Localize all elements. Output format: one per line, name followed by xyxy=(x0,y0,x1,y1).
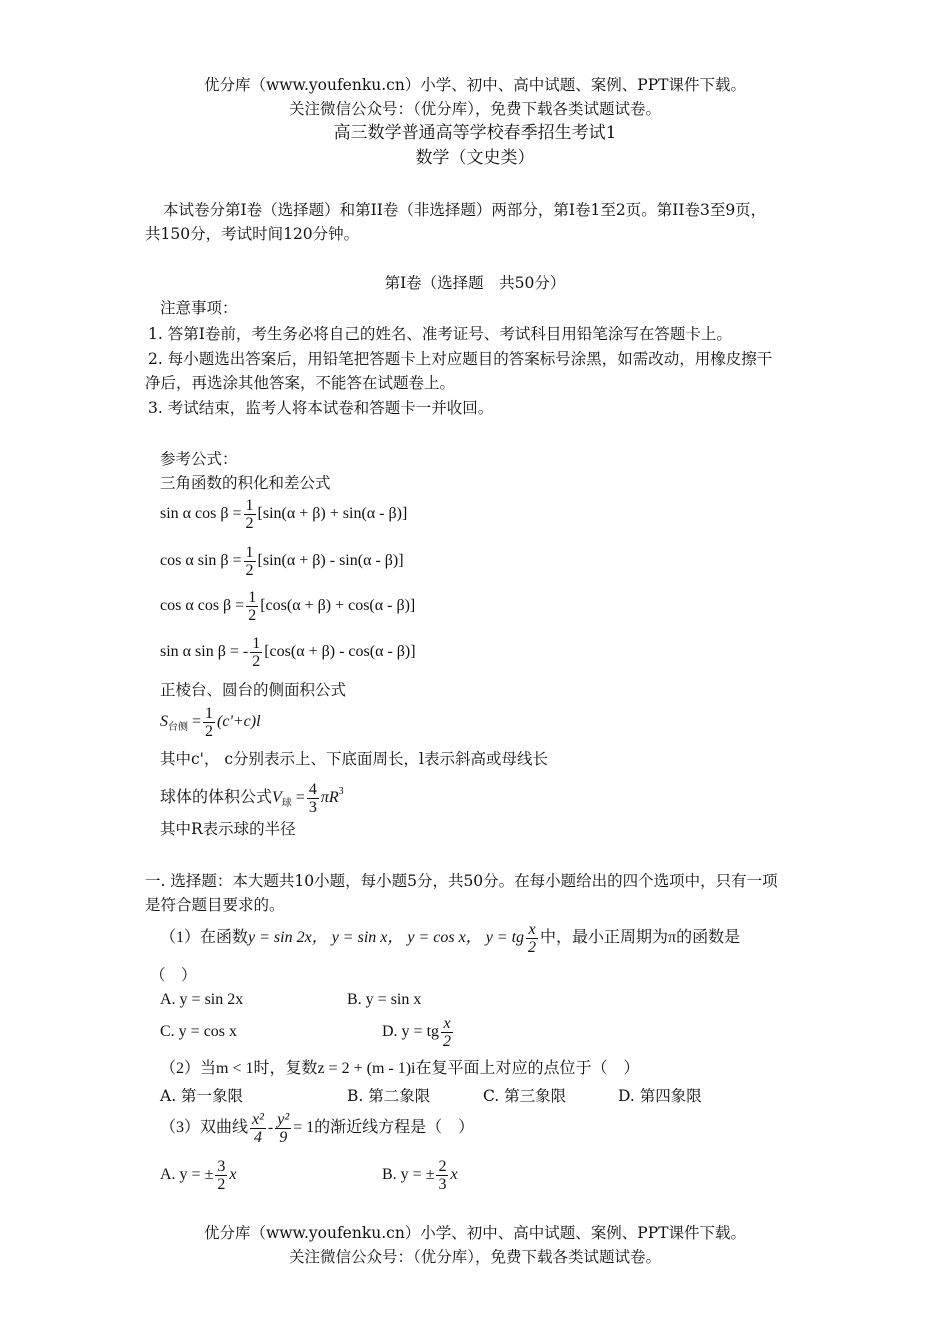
half-fraction: $\frac{1}{2}$ xyxy=(252,634,261,670)
part1-heading: 第I卷（选择题 共50分） xyxy=(384,274,566,292)
q3-fraction-x: $\frac{\text{x²}}{4}$ xyxy=(252,1110,264,1146)
formula-4-left: sin α sin β = - xyxy=(160,643,249,660)
q3-suffix: = 1的渐近线方程是（ ） xyxy=(293,1119,475,1136)
q1-suffix: 中，最小正周期为π的函数是 xyxy=(540,929,741,946)
q1-prefix: （1）在函数 xyxy=(160,929,249,946)
formula-4 xyxy=(160,634,416,670)
q1-paren: （ ） xyxy=(150,966,197,984)
q3-option-a xyxy=(160,1155,236,1195)
sphere-V: V xyxy=(272,789,282,806)
notes-item-3: 3. 考试结束，监考人将本试卷和答题卡一并收回。 xyxy=(148,399,494,417)
formula-3-right: [cos(α + β) + cos(α - β)] xyxy=(260,597,416,614)
notes-heading: 注意事项： xyxy=(160,299,238,317)
formula-1 xyxy=(160,496,407,532)
formula-2 xyxy=(160,543,404,579)
q3-b-fraction: $\frac{2}{3}$ xyxy=(438,1157,447,1193)
page-title: 高三数学普通高等学校春季招生考试1 xyxy=(333,123,617,143)
q3-b-var: x xyxy=(450,1166,458,1183)
frustum-sub: 台侧 xyxy=(168,722,188,733)
header-line-2: 关注微信公众号：（优分库），免费下载各类试题试卷。 xyxy=(288,100,661,118)
formula-3 xyxy=(160,588,415,624)
frustum-formula: $S_{台侧}$ = $\frac{1}{2}$ (c'+c)l xyxy=(160,704,261,740)
header-line-1: 优分库（www.youfenku.cn）小学、初中、高中试题、案例、PPT课件下载。 xyxy=(203,76,747,94)
q3-a-var: x xyxy=(229,1166,237,1183)
q1-option-a: A. y = sin 2x xyxy=(160,991,244,1008)
q3-prefix: （3）双曲线 xyxy=(160,1119,249,1136)
intro-line-1: 本试卷分第I卷（选择题）和第II卷（非选择题）两部分，第I卷1至2页。第II卷3至9页， xyxy=(163,201,767,219)
q3-option-b xyxy=(382,1155,458,1195)
page-subtitle: 数学（文史类） xyxy=(415,148,535,168)
q3-a-fraction: $\frac{3}{2}$ xyxy=(217,1157,226,1193)
frustum-S: S xyxy=(160,713,168,730)
footer-line-1: 优分库（www.youfenku.cn）小学、初中、高中试题、案例、PPT课件下载。 xyxy=(203,1224,747,1242)
sphere-fraction: $\frac{4}{3}$ xyxy=(308,780,317,816)
formula-1-left: sin α cos β = xyxy=(160,505,242,522)
q2-option-c: C. 第三象限 xyxy=(483,1087,567,1105)
formula-2-right: [sin(α + β) - sin(α - β)] xyxy=(257,552,404,569)
q3-a-prefix: A. y = ± xyxy=(160,1166,214,1183)
q3-stem xyxy=(160,1108,474,1148)
q3-fraction-y: $\frac{\text{y²}}{9}$ xyxy=(277,1110,290,1146)
notes-item-2-cont: 净后，再选涂其他答案，不能答在试题卷上。 xyxy=(145,374,456,392)
notes-item-2: 2. 每小题选出答案后，用铅笔把答题卡上对应题目的答案标号涂黑，如需改动，用橡皮擦干 xyxy=(148,350,773,368)
q1-option-d-text: D. y = tg xyxy=(382,1023,440,1040)
q2-option-d: D. 第四象限 xyxy=(618,1087,702,1105)
q1-option-d xyxy=(382,1012,455,1052)
q2-option-a: A. 第一象限 xyxy=(160,1087,244,1105)
q1-d-fraction: $\frac{x}{2}$ xyxy=(443,1014,452,1050)
half-fraction: $\frac{1}{2}$ xyxy=(248,588,257,624)
intro-line-2: 共150分，考试时间120分钟。 xyxy=(145,225,360,243)
sphere-prefix: 球体的体积公式 xyxy=(160,789,273,806)
q3-minus: - xyxy=(267,1119,274,1136)
q1-funcs: y = sin 2x， y = sin x， y = cos x， y = tg xyxy=(248,929,525,946)
q1-stem xyxy=(160,918,740,958)
sphere-sub: 球 xyxy=(281,798,292,809)
frustum-note: 其中c'， c分别表示上、下底面周长，l表示斜高或母线长 xyxy=(160,750,549,768)
q3-b-prefix: B. y = ± xyxy=(382,1166,435,1183)
formula-1-right: [sin(α + β) + sin(α - β)] xyxy=(257,505,408,522)
formula-3-left: cos α cos β = xyxy=(160,597,245,614)
formulas-heading: 参考公式： xyxy=(160,450,238,468)
frustum-title: 正棱台、圆台的侧面积公式 xyxy=(160,681,347,699)
q1-option-c: C. y = cos x xyxy=(160,1023,238,1040)
q2-stem: （2）当m < 1时，复数z = 2 + (m - 1)i在复平面上对应的点位于（ ） xyxy=(160,1060,640,1077)
section1-line-1: 一. 选择题：本大题共10小题，每小题5分，共50分。在每小题给出的四个选项中，只有一项 xyxy=(145,872,778,890)
sphere-note: 其中R表示球的半径 xyxy=(160,820,296,838)
footer-line-2: 关注微信公众号：（优分库），免费下载各类试题试卷。 xyxy=(288,1248,661,1266)
q1-option-b: B. y = sin x xyxy=(347,991,422,1008)
half-fraction: $\frac{1}{2}$ xyxy=(245,543,254,579)
q2-option-b: B. 第二象限 xyxy=(347,1087,431,1105)
half-fraction: $\frac{1}{2}$ xyxy=(245,496,254,532)
half-fraction: $\frac{1}{2}$ xyxy=(205,704,214,740)
formula-2-left: cos α sin β = xyxy=(160,552,242,569)
q1-fraction: $\frac{x}{2}$ xyxy=(528,920,537,956)
frustum-right: (c'+c)l xyxy=(217,713,261,730)
formula-4-right: [cos(α + β) - cos(α - β)] xyxy=(264,643,416,660)
section1-line-2: 是符合题目要求的。 xyxy=(145,896,285,914)
notes-item-1: 1. 答第I卷前，考生务必将自己的姓名、准考证号、考试科目用铅笔涂写在答题卡上。 xyxy=(148,325,732,343)
sphere-right: πR xyxy=(320,789,339,806)
sphere-formula: 球体的体积公式$V_球$ = $\frac{4}{3}$ $\pi R^3$ xyxy=(160,780,344,816)
sphere-exp: 3 xyxy=(338,786,344,797)
trig-title: 三角函数的积化和差公式 xyxy=(160,474,331,492)
